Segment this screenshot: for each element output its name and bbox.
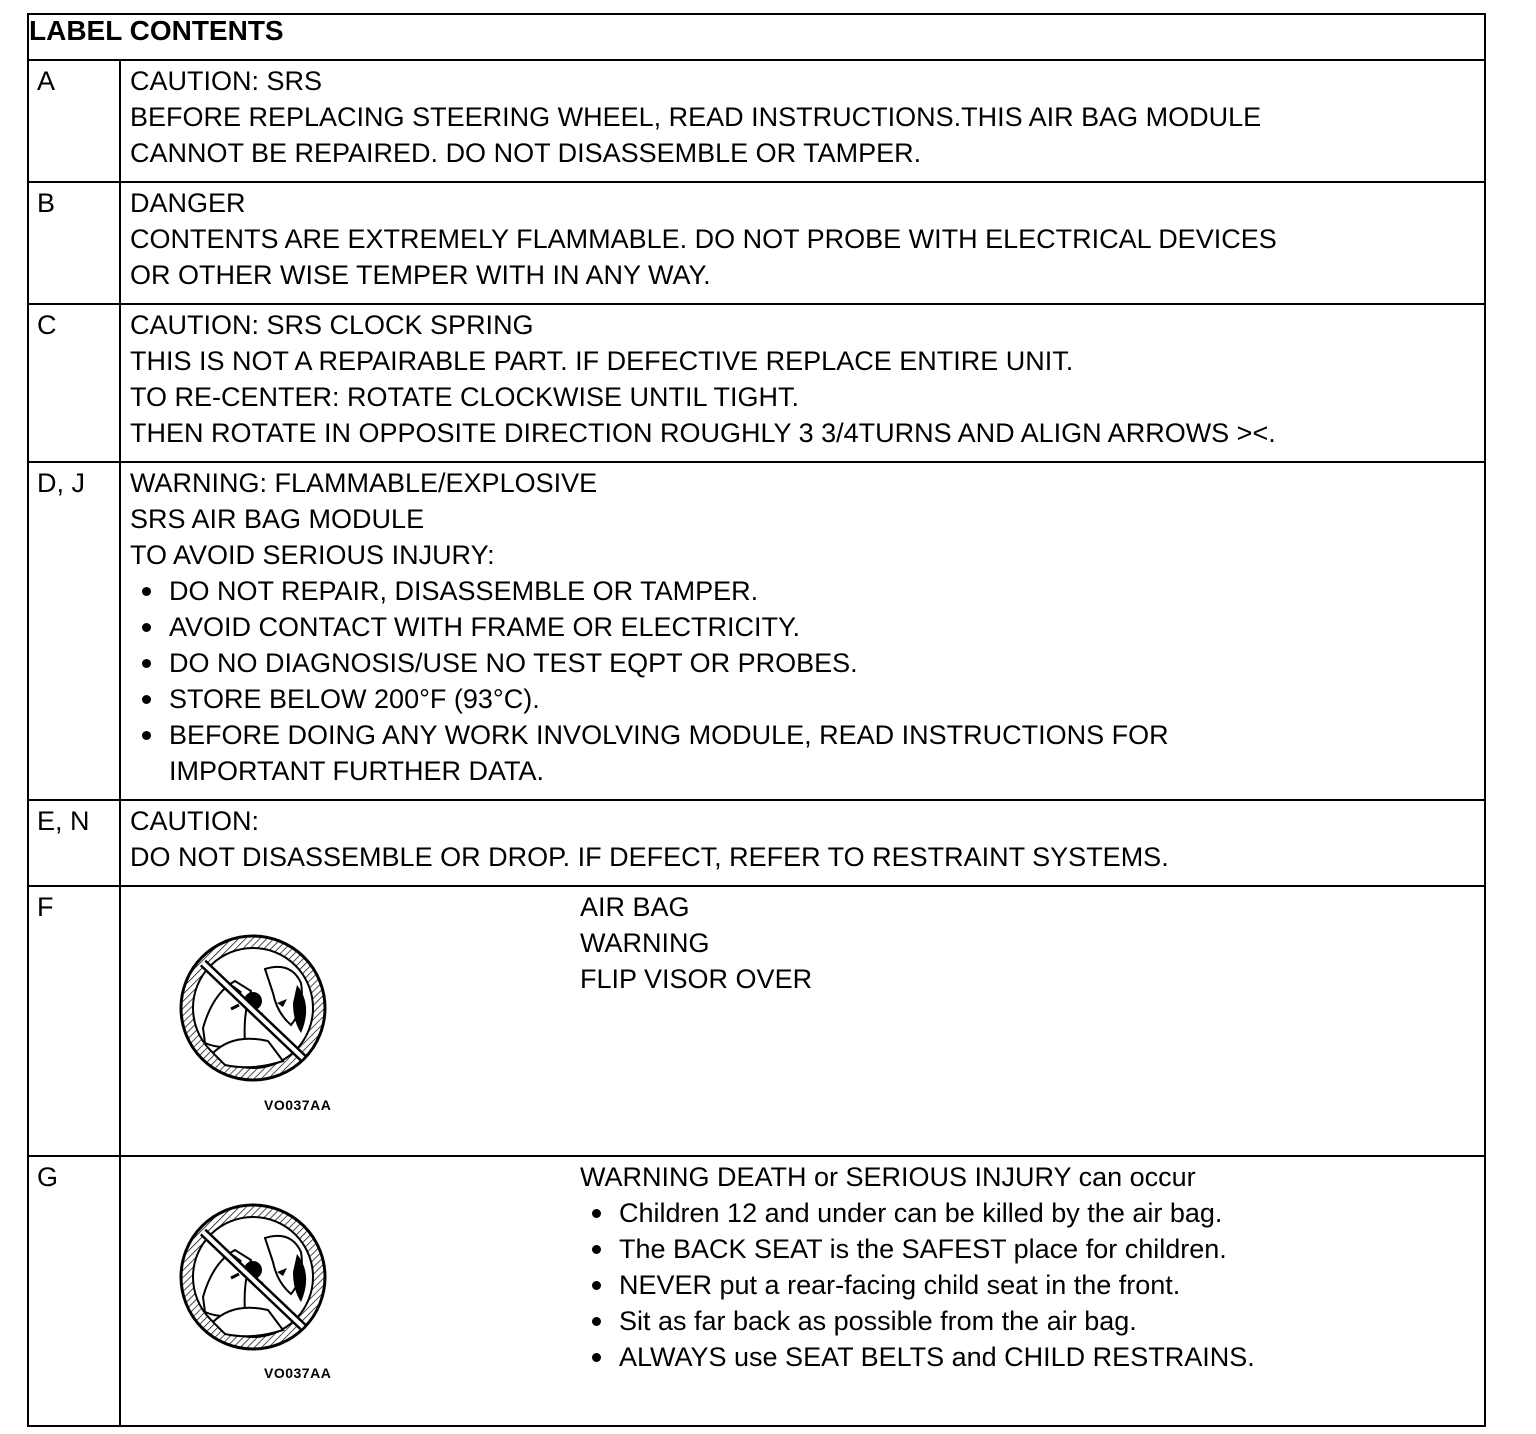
row-line: BEFORE REPLACING STEERING WHEEL, READ INSTRUCTIONS.THIS AIR BAG MODULE [130,102,1262,132]
table-row [28,1156,1485,1426]
row-line: CAUTION: [130,806,260,836]
row-line: WARNING DEATH or SERIOUS INJURY can occur [580,1162,1196,1192]
row-line: CAUTION: SRS [130,66,323,96]
row-line: WARNING: FLAMMABLE/EXPLOSIVE [130,468,598,498]
table-header-row [28,14,1485,60]
list-item: BEFORE DOING ANY WORK INVOLVING MODULE, READ INSTRUCTIONS FOR [130,717,1484,753]
row-line: DANGER [130,188,246,218]
row-content [120,1156,1485,1426]
row-content [120,462,1485,800]
row-content [120,182,1485,304]
no-child-airbag-icon [173,933,333,1083]
row-id: F [28,886,120,1156]
row-content [120,886,1485,1156]
row-id: D, J [28,462,120,800]
list-item: AVOID CONTACT WITH FRAME OR ELECTRICITY. [130,609,1484,645]
row-line: THEN ROTATE IN OPPOSITE DIRECTION ROUGHLY 3 3/4TURNS AND ALIGN ARROWS ><. [130,418,1276,448]
row-line: THIS IS NOT A REPAIRABLE PART. IF DEFECTIVE REPLACE ENTIRE UNIT. [130,346,1074,376]
row-content-text [580,889,812,997]
table-title: LABEL CONTENTS [28,14,1485,60]
row-content [120,304,1485,462]
row-line: TO RE-CENTER: ROTATE CLOCKWISE UNTIL TIGHT. [130,382,800,412]
row-line: AIR BAG [580,892,690,922]
row-line: WARNING [580,928,710,958]
row-line: CANNOT BE REPAIRED. DO NOT DISASSEMBLE OR TAMPER. [130,138,922,168]
row-id: G [28,1156,120,1426]
list-item: ALWAYS use SEAT BELTS and CHILD RESTRAINS. [580,1339,1255,1375]
list-item: DO NO DIAGNOSIS/USE NO TEST EQPT OR PROBES. [130,645,1484,681]
row-line: CONTENTS ARE EXTREMELY FLAMMABLE. DO NOT PROBE WITH ELECTRICAL DEVICES [130,224,1277,254]
row-line: SRS AIR BAG MODULE [130,504,425,534]
row-id: A [28,60,120,182]
list-item: Children 12 and under can be killed by the air bag. [580,1195,1255,1231]
no-child-airbag-icon [173,1202,333,1352]
bullet-list [580,1195,1255,1375]
table-row [28,182,1485,304]
row-content [120,60,1485,182]
list-item: Sit as far back as possible from the air bag. [580,1303,1255,1339]
row-id: C [28,304,120,462]
table-row [28,60,1485,182]
figure-code: VO037AA [264,1365,332,1381]
table-row [28,462,1485,800]
table-row [28,304,1485,462]
row-id: B [28,182,120,304]
bullet-list [130,573,1484,753]
table-row [28,800,1485,886]
label-contents-table [27,13,1486,1427]
list-item: The BACK SEAT is the SAFEST place for children. [580,1231,1255,1267]
row-line: OR OTHER WISE TEMPER WITH IN ANY WAY. [130,260,711,290]
table-row [28,886,1485,1156]
row-id: E, N [28,800,120,886]
row-content [120,800,1485,886]
list-item: NEVER put a rear-facing child seat in the front. [580,1267,1255,1303]
row-line: CAUTION: SRS CLOCK SPRING [130,310,534,340]
row-line: FLIP VISOR OVER [580,964,813,994]
list-item: DO NOT REPAIR, DISASSEMBLE OR TAMPER. [130,573,1484,609]
row-line: IMPORTANT FURTHER DATA. [169,756,545,786]
row-line: TO AVOID SERIOUS INJURY: [130,540,495,570]
row-content-text [580,1159,1255,1375]
figure-code: VO037AA [264,1097,332,1113]
row-line: DO NOT DISASSEMBLE OR DROP. IF DEFECT, REFER TO RESTRAINT SYSTEMS. [130,842,1169,872]
list-item: STORE BELOW 200°F (93°C). [130,681,1484,717]
